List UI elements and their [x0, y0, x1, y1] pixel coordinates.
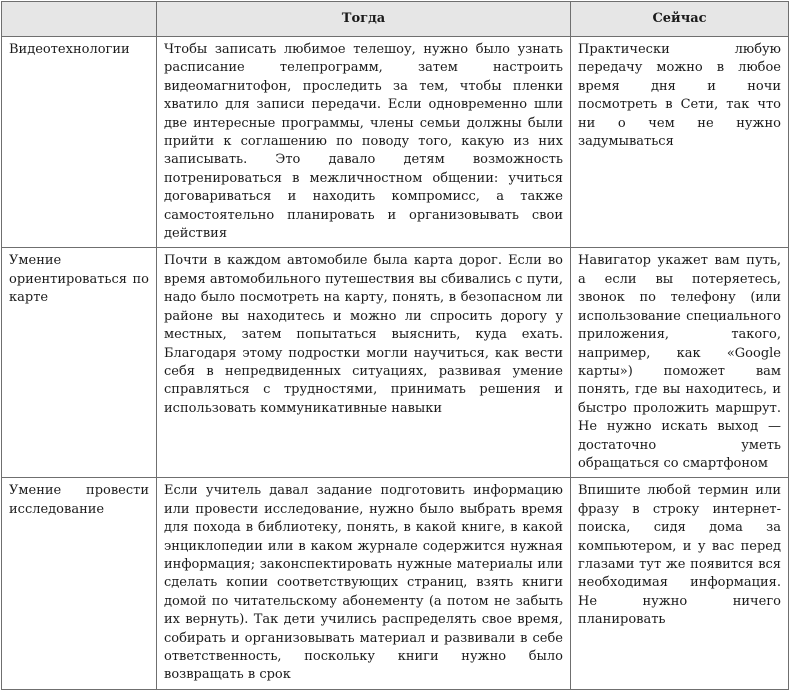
row-then: Чтобы записать любимое телешоу, нужно было узнать расписание телепрограмм, затем настроить видеомагнитофон, проследить за тем, чтобы пленки хватило для записи передачи. Если одновременно шли две интересные программы, члены семьи должны были прийти к соглашению по поводу того, какую из них записывать. Это давало детям возможность потренироваться в межличностном общении: учиться договариваться и находить компромисс, а также самостоятельно планировать и организовывать свои действия [157, 37, 571, 248]
row-topic: Умение провести исследование [2, 478, 157, 689]
header-topic [2, 2, 157, 37]
row-now: Навигатор укажет вам путь, а если вы потеряетесь, звонок по телефону (или использование специального приложения, такого, например, как «Google карты») поможет вам понять, где вы находитесь, и быстро проложить маршрут. Не нужно искать выход — достаточно уметь обращаться со смартфоном [571, 248, 789, 478]
row-topic: Видеотехнологии [2, 37, 157, 248]
row-now: Впишите любой термин или фразу в строку интернет-поиска, сидя дома за компьютером, и у вас перед глазами тут же появится вся необходимая информация. Не нужно ничего планировать [571, 478, 789, 689]
row-then: Почти в каждом автомобиле была карта дорог. Если во время автомобильного путешествия вы сбивались с пути, надо было посмотреть на карту, понять, в безопасном ли районе вы находитесь и можно ли спросить дорогу у местных, затем попытаться выяснить, куда ехать. Благодаря этому подростки могли научиться, как вести себя в непредвиденных ситуациях, развивая умение справляться с трудностями, принимать решения и использовать коммуникативные навыки [157, 248, 571, 478]
header-now: Сейчас [571, 2, 789, 37]
header-then: Тогда [157, 2, 571, 37]
row-topic: Умение ориентироваться по карте [2, 248, 157, 478]
row-now: Практически любую передачу можно в любое время дня и ночи посмотреть в Сети, так что ни о чем не нужно задумываться [571, 37, 789, 248]
table-header-row [2, 2, 789, 37]
comparison-table [1, 1, 789, 690]
table-row [2, 248, 789, 478]
row-then: Если учитель давал задание подготовить информацию или провести исследование, нужно было выбрать время для похода в библиотеку, понять, в какой книге, в какой энциклопедии или в каком журнале содержится нужная информация; законспектировать нужные материалы или сделать копии соответствующих страниц, взять книги домой по читательскому абонементу (а потом не забыть их вернуть). Так дети учились распределять свое время, собирать и организовывать материал и развивали в себе ответственность, поскольку книги нужно было возвращать в срок [157, 478, 571, 689]
table-row [2, 37, 789, 248]
table-row [2, 478, 789, 689]
